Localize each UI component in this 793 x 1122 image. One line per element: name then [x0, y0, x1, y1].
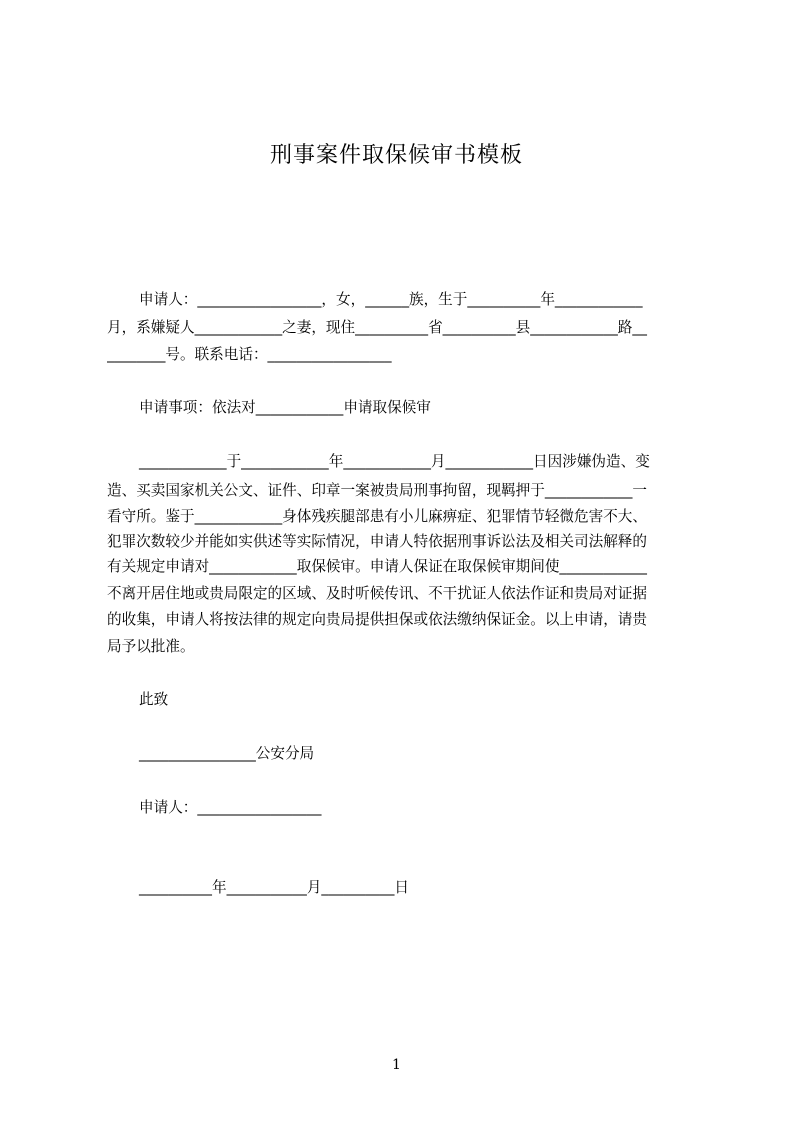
body-line-7: 的收集，申请人将按法律的规定向贵局提供担保或依法缴纳保证金。以上申请，请贵 — [107, 611, 647, 628]
body-line-8: 局予以批准。 — [107, 638, 195, 655]
recipient-line: ________________公安分局 — [139, 745, 315, 762]
page-number: 1 — [392, 1057, 401, 1073]
applicant-line-3: ________号。联系电话：_________________ — [107, 346, 392, 363]
body-line-4: 犯罪次数较少并能如实供述等实际情况，申请人特依据刑事诉讼法及相关司法解释的 — [107, 533, 647, 550]
body-line-5: 有关规定申请对____________取保候审。申请人保证在取保候审期间使____________ — [107, 558, 647, 575]
application-matter: 申请事项：依法对____________申请取保候审 — [139, 399, 431, 416]
body-line-2: 造、买卖国家机关公文、证件、印章一案被贵局刑事拘留，现羁押于____________一 — [107, 482, 647, 499]
body-line-6: 不离开居住地或贵局限定的区域、及时听候传讯、不干扰证人依法作证和贵局对证据 — [107, 585, 647, 602]
body-line-3: 看守所。鉴于____________身体残疾腿部患有小儿麻痹症、犯罪情节轻微危害不大、 — [107, 508, 647, 525]
document-title: 刑事案件取保候审书模板 — [269, 143, 523, 168]
closing-salutation: 此致 — [139, 691, 169, 708]
body-line-1: ____________于____________年____________月____________日因涉嫌伪造、变 — [139, 453, 650, 470]
applicant-line-2: 月，系嫌疑人____________之妻，现住__________省__________县____________路__ — [107, 319, 647, 336]
applicant-line-1: 申请人：_________________，女，______族，生于__________年____________ — [139, 291, 643, 308]
signature-line: 申请人：_________________ — [139, 799, 322, 816]
date-line: __________年___________月__________日 — [139, 879, 409, 896]
